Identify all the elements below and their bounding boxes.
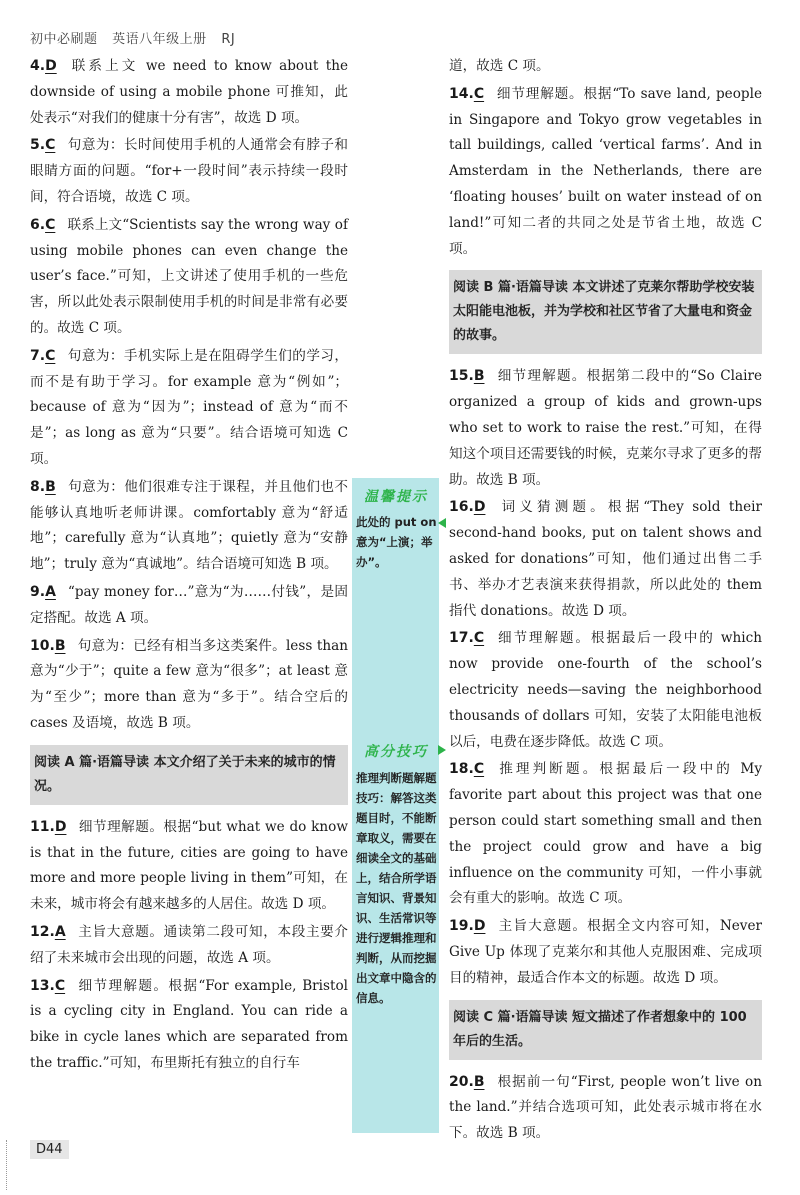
question-number: 12.: [30, 923, 55, 940]
answer-letter: C: [473, 85, 485, 102]
answer-item: [30, 920, 348, 972]
tip-warm-title: 温馨提示: [364, 489, 428, 505]
explanation-text: 句意为：已经有相当多这类案件。less than 意为“少于”；quite a few 意为“很多”；at least 意为“至少”；more than 意为“多于”。结合空后的 cases 及语境，故选 B 项。: [30, 637, 348, 731]
answer-item: [449, 1070, 762, 1147]
explanation-text: 推理判断题。根据最后一段中的 My favorite part about this project was that one person could start something small and then the project could grow and have a big influence on the community 可知，一件小事就会有重大的影响。故选 C 项。: [449, 761, 762, 907]
left-column: [30, 54, 348, 1079]
answer-item: [30, 54, 348, 131]
answer-letter: D: [473, 918, 486, 935]
tip-warm-text: 此处的 put on 意为“上演；举办”。: [356, 515, 437, 569]
explanation-text: 句意为：手机实际上是在阻碍学生们的学习，而不是有助于学习。for example 意为“例如”；because of 意为“因为”；instead of 意为“而不是”；as long as 意为“只要”。结合语境可知选 C 项。: [30, 347, 348, 467]
answer-item: [30, 974, 348, 1077]
explanation-text: “pay money for…”意为“为……付钱”，是固定搭配。故选 A 项。: [30, 583, 348, 626]
explanation-text: 词义猜测题。根据“They sold their second-hand books, put on talent shows and asked for donations”可知，他们通过出售二手书、举办才艺表演来获得捐款，所以此处的 them 指代 donations。故选 D 项。: [449, 499, 762, 619]
question-number: 8.: [30, 478, 46, 495]
answer-item: [449, 82, 762, 263]
answer-item: [30, 815, 348, 918]
answer-item: [30, 344, 348, 473]
answer-letter: D: [45, 58, 57, 74]
answer-item: [30, 133, 348, 210]
explanation-text: 细节理解题。根据最后一段中的 which now provide one-fourth of the school’s electricity needs—saving the neighborhood thousands of dollars 可知，安装了太阳能电池板以后，电费在逐步降低。故选 C 项。: [449, 630, 762, 750]
answer-item: [30, 634, 348, 737]
reading-guide-a: 阅读 A 篇·语篇导读 本文介绍了关于未来的城市的情况。: [30, 745, 348, 805]
explanation-text: 句意为：长时间使用手机的人通常会有脖子和眼睛方面的问题。“for+一段时间”表示持续一段时间，符合语境，故选 C 项。: [30, 137, 348, 205]
answer-letter: B: [54, 637, 66, 654]
question-number: 17.: [449, 630, 474, 647]
answer-letter: C: [473, 630, 485, 647]
explanation-text: 细节理解题。根据第二段中的“So Claire organized a group of kids and grown-ups who set to work to raise the rest.”可知，在得知这个项目还需要钱的时候，克莱尔寻求了更多的帮助。故选 B 项。: [449, 368, 762, 488]
question-number: 10.: [30, 637, 55, 654]
page-header: [30, 28, 245, 47]
answer-letter: B: [473, 368, 485, 385]
question-number: 19.: [449, 918, 474, 935]
question-number: 4.: [30, 58, 46, 74]
answer-letter: C: [45, 137, 56, 154]
question-number: 18.: [449, 761, 474, 778]
explanation-text: 细节理解题。根据“For example, Bristol is a cycling city in England. You can ride a bike in cycle lanes which are separated from the traffic.”可知，布里斯托有独立的自行车: [30, 977, 348, 1071]
explanation-text: 联系上文 we need to know about the downside of using a mobile phone 可推知，此处表示“对我们的健康十分有害”，故选 D 项。: [30, 58, 348, 126]
explanation-text: 细节理解题。根据“To save land, people in Singapore and Tokyo grow vegetables in tall buildings, called ‘vertical farms’. And in Amsterdam in the Netherlands, there are ‘floating houses’ built on water instead of on land!”可知二者的共同之处是节省土地，故选 C 项。: [449, 85, 762, 257]
explanation-text: 细节理解题。根据“but what we do know is that in the future, cities are going to have more and more people living in them”可知，在未来，城市将会有越来越多的人居住。故选 D 项。: [30, 818, 348, 913]
question-number: 7.: [30, 347, 46, 364]
question-number: 16.: [449, 499, 474, 516]
answer-letter: A: [45, 583, 56, 600]
reading-guide-c: 阅读 C 篇·语篇导读 短文描述了作者想象中的 100 年后的生活。: [449, 1000, 762, 1060]
pointer-arrow-icon: [438, 518, 446, 528]
answer-letter: C: [45, 347, 56, 364]
answer-letter: C: [54, 977, 66, 994]
page-edge-decoration: [6, 1140, 9, 1190]
reading-guide-b: 阅读 B 篇·语篇导读 本文讲述了克莱尔帮助学校安装太阳能电池板，并为学校和社区节省了大量电和资金的故事。: [449, 270, 762, 354]
explanation-text: 句意为：他们很难专注于课程，并且他们也不能够认真地听老师讲课。comfortably 意为“舒适地”；carefully 意为“认真地”；quietly 意为“安静地”；truly 意为“真诚地”。结合语境可知选 B 项。: [30, 478, 348, 573]
continued-text: 道，故选 C 项。: [449, 58, 550, 74]
explanation-text: 根据前一句“First, people won’t live on the land.”并结合选项可知，此处表示城市将在水下。故选 B 项。: [449, 1073, 762, 1142]
pointer-arrow-icon: [438, 745, 446, 755]
answer-letter: C: [45, 216, 56, 233]
page-number: D44: [30, 1140, 69, 1159]
question-number: 6.: [30, 216, 46, 233]
answer-item: [30, 580, 348, 632]
answer-item: [30, 475, 348, 578]
answer-item: [449, 914, 762, 991]
answer-item: [449, 495, 762, 624]
right-column: [449, 54, 762, 1149]
answer-item: [449, 364, 762, 493]
answer-letter: B: [473, 1073, 485, 1090]
answer-letter: D: [473, 499, 486, 516]
question-number: 11.: [30, 818, 55, 835]
tip-skill-text: 推理判断题解题技巧：解答这类题目时，不能断章取义，需要在细读全文的基础上，结合所学语言知识、背景知识、生活常识等进行逻辑推理和判断，从而挖掘出文章中隐含的信息。: [356, 771, 437, 1005]
answer-letter: D: [54, 818, 67, 835]
answer-item: [449, 757, 762, 912]
answer-letter: C: [473, 761, 485, 778]
answer-item: [449, 626, 762, 755]
answer-letter: B: [45, 478, 56, 495]
question-number: 15.: [449, 368, 474, 385]
explanation-text: 联系上文“Scientists say the wrong way of using mobile phones can even change the user’s face.”可知，上文讲述了使用手机的一些危害，所以此处表示限制使用手机的时间是非常有必要的。故选 C 项。: [30, 216, 348, 336]
question-number: 13.: [30, 977, 55, 994]
question-number: 9.: [30, 583, 46, 600]
tip-skill-title: 高分技巧: [364, 744, 428, 760]
answer-letter: A: [54, 923, 66, 940]
explanation-text: 主旨大意题。根据全文内容可知，Never Give Up 体现了克莱尔和其他人克服困难、完成项目的精神，最适合作本文的标题。故选 D 项。: [449, 918, 762, 986]
edition-label: RJ: [221, 32, 236, 47]
explanation-text: 主旨大意题。通读第二段可知，本段主要介绍了未来城市会出现的问题，故选 A 项。: [30, 923, 348, 966]
book-title: 初中必刷题: [30, 32, 98, 47]
answer-item: [30, 213, 348, 342]
question-number: 20.: [449, 1073, 474, 1090]
question-number: 14.: [449, 85, 474, 102]
question-number: 5.: [30, 137, 46, 154]
subject-title: 英语八年级上册: [112, 32, 207, 47]
